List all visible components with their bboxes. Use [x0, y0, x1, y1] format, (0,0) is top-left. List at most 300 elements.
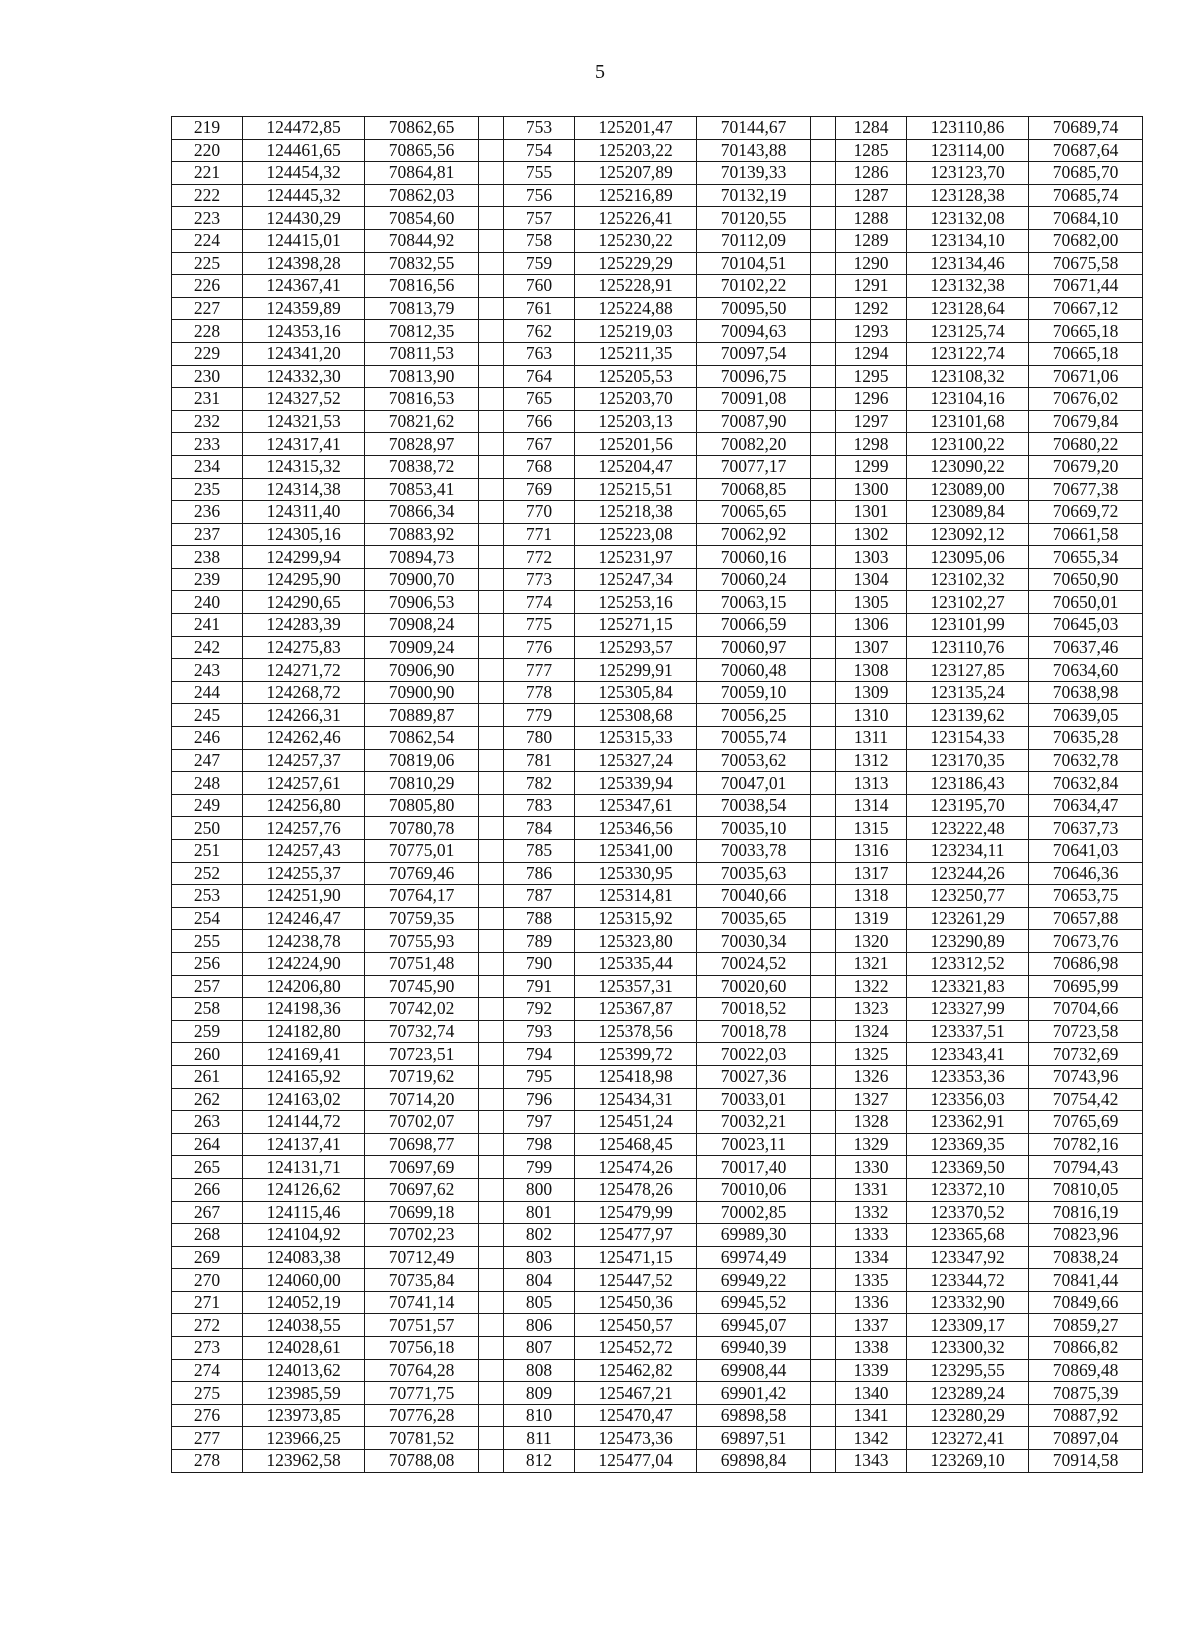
y-coordinate-cell: 70035,63: [697, 862, 811, 885]
column-group-separator: [811, 636, 836, 659]
x-coordinate-cell: 124013,62: [243, 1359, 365, 1382]
point-number-cell: 1323: [836, 998, 907, 1021]
y-coordinate-cell: 70017,40: [697, 1156, 811, 1179]
column-group-separator: [479, 546, 504, 569]
x-coordinate-cell: 125468,45: [575, 1133, 697, 1156]
x-coordinate-cell: 125253,16: [575, 591, 697, 614]
point-number-cell: 778: [504, 681, 575, 704]
point-number-cell: 1341: [836, 1404, 907, 1427]
column-group-separator: [811, 998, 836, 1021]
y-coordinate-cell: 70702,07: [365, 1111, 479, 1134]
x-coordinate-cell: 123104,16: [907, 388, 1029, 411]
table-row: [172, 1133, 1143, 1156]
x-coordinate-cell: 123108,32: [907, 365, 1029, 388]
table-row: [172, 1246, 1143, 1269]
column-group-separator: [479, 1427, 504, 1450]
y-coordinate-cell: 70788,08: [365, 1450, 479, 1473]
y-coordinate-cell: 70657,88: [1029, 907, 1143, 930]
column-group-separator: [811, 410, 836, 433]
x-coordinate-cell: 125203,70: [575, 388, 697, 411]
table-row: [172, 907, 1143, 930]
point-number-cell: 233: [172, 433, 243, 456]
point-number-cell: 1290: [836, 252, 907, 275]
y-coordinate-cell: 70139,33: [697, 162, 811, 185]
y-coordinate-cell: 70743,96: [1029, 1065, 1143, 1088]
y-coordinate-cell: 70695,99: [1029, 975, 1143, 998]
y-coordinate-cell: 70685,70: [1029, 162, 1143, 185]
x-coordinate-cell: 125229,29: [575, 252, 697, 275]
column-group-separator: [811, 1043, 836, 1066]
y-coordinate-cell: 70132,19: [697, 184, 811, 207]
y-coordinate-cell: 70865,56: [365, 139, 479, 162]
x-coordinate-cell: 123289,24: [907, 1382, 1029, 1405]
y-coordinate-cell: 69908,44: [697, 1359, 811, 1382]
point-number-cell: 221: [172, 162, 243, 185]
point-number-cell: 249: [172, 794, 243, 817]
table-row: [172, 591, 1143, 614]
y-coordinate-cell: 69898,84: [697, 1450, 811, 1473]
y-coordinate-cell: 70771,75: [365, 1382, 479, 1405]
y-coordinate-cell: 70821,62: [365, 410, 479, 433]
point-number-cell: 811: [504, 1427, 575, 1450]
column-group-separator: [479, 1382, 504, 1405]
x-coordinate-cell: 125293,57: [575, 636, 697, 659]
x-coordinate-cell: 123312,52: [907, 952, 1029, 975]
table-row: [172, 727, 1143, 750]
point-number-cell: 770: [504, 501, 575, 524]
y-coordinate-cell: 70702,23: [365, 1224, 479, 1247]
point-number-cell: 239: [172, 568, 243, 591]
x-coordinate-cell: 123090,22: [907, 455, 1029, 478]
x-coordinate-cell: 123135,24: [907, 681, 1029, 704]
x-coordinate-cell: 123089,84: [907, 501, 1029, 524]
x-coordinate-cell: 125203,13: [575, 410, 697, 433]
table-row: [172, 501, 1143, 524]
x-coordinate-cell: 123985,59: [243, 1382, 365, 1405]
column-group-separator: [479, 1224, 504, 1247]
x-coordinate-cell: 124182,80: [243, 1020, 365, 1043]
y-coordinate-cell: 70645,03: [1029, 614, 1143, 637]
x-coordinate-cell: 124299,94: [243, 546, 365, 569]
column-group-separator: [811, 1088, 836, 1111]
column-group-separator: [811, 162, 836, 185]
x-coordinate-cell: 124311,40: [243, 501, 365, 524]
point-number-cell: 1313: [836, 772, 907, 795]
point-number-cell: 1334: [836, 1246, 907, 1269]
x-coordinate-cell: 125228,91: [575, 275, 697, 298]
column-group-separator: [479, 1359, 504, 1382]
point-number-cell: 1333: [836, 1224, 907, 1247]
point-number-cell: 277: [172, 1427, 243, 1450]
point-number-cell: 812: [504, 1450, 575, 1473]
y-coordinate-cell: 70077,17: [697, 455, 811, 478]
point-number-cell: 761: [504, 297, 575, 320]
y-coordinate-cell: 70862,03: [365, 184, 479, 207]
x-coordinate-cell: 125201,47: [575, 117, 697, 140]
x-coordinate-cell: 125399,72: [575, 1043, 697, 1066]
y-coordinate-cell: 70816,53: [365, 388, 479, 411]
y-coordinate-cell: 70047,01: [697, 772, 811, 795]
point-number-cell: 1329: [836, 1133, 907, 1156]
x-coordinate-cell: 123100,22: [907, 433, 1029, 456]
y-coordinate-cell: 70060,97: [697, 636, 811, 659]
y-coordinate-cell: 70066,59: [697, 614, 811, 637]
y-coordinate-cell: 70096,75: [697, 365, 811, 388]
table-row: [172, 862, 1143, 885]
page-number: 5: [595, 61, 605, 83]
point-number-cell: 753: [504, 117, 575, 140]
point-number-cell: 261: [172, 1065, 243, 1088]
point-number-cell: 809: [504, 1382, 575, 1405]
column-group-separator: [479, 975, 504, 998]
point-number-cell: 793: [504, 1020, 575, 1043]
y-coordinate-cell: 70864,81: [365, 162, 479, 185]
x-coordinate-cell: 123101,99: [907, 614, 1029, 637]
x-coordinate-cell: 123102,32: [907, 568, 1029, 591]
y-coordinate-cell: 70068,85: [697, 478, 811, 501]
column-group-separator: [811, 704, 836, 727]
x-coordinate-cell: 123362,91: [907, 1111, 1029, 1134]
column-group-separator: [811, 546, 836, 569]
column-group-separator: [479, 478, 504, 501]
x-coordinate-cell: 123134,46: [907, 252, 1029, 275]
point-number-cell: 228: [172, 320, 243, 343]
column-group-separator: [811, 207, 836, 230]
x-coordinate-cell: 124257,61: [243, 772, 365, 795]
column-group-separator: [811, 433, 836, 456]
point-number-cell: 262: [172, 1088, 243, 1111]
point-number-cell: 237: [172, 523, 243, 546]
y-coordinate-cell: 70811,53: [365, 342, 479, 365]
column-group-separator: [479, 704, 504, 727]
x-coordinate-cell: 124163,02: [243, 1088, 365, 1111]
x-coordinate-cell: 123356,03: [907, 1088, 1029, 1111]
point-number-cell: 238: [172, 546, 243, 569]
x-coordinate-cell: 124083,38: [243, 1246, 365, 1269]
point-number-cell: 1297: [836, 410, 907, 433]
x-coordinate-cell: 123089,00: [907, 478, 1029, 501]
column-group-separator: [811, 1359, 836, 1382]
table-row: [172, 433, 1143, 456]
point-number-cell: 781: [504, 749, 575, 772]
x-coordinate-cell: 123125,74: [907, 320, 1029, 343]
y-coordinate-cell: 70751,57: [365, 1314, 479, 1337]
x-coordinate-cell: 124137,41: [243, 1133, 365, 1156]
column-group-separator: [811, 568, 836, 591]
column-group-separator: [811, 1269, 836, 1292]
y-coordinate-cell: 70887,92: [1029, 1404, 1143, 1427]
point-number-cell: 779: [504, 704, 575, 727]
point-number-cell: 1286: [836, 162, 907, 185]
y-coordinate-cell: 70060,16: [697, 546, 811, 569]
x-coordinate-cell: 125434,31: [575, 1088, 697, 1111]
y-coordinate-cell: 70812,35: [365, 320, 479, 343]
point-number-cell: 1287: [836, 184, 907, 207]
y-coordinate-cell: 70869,48: [1029, 1359, 1143, 1382]
y-coordinate-cell: 70810,29: [365, 772, 479, 795]
table-row: [172, 840, 1143, 863]
x-coordinate-cell: 123962,58: [243, 1450, 365, 1473]
column-group-separator: [479, 659, 504, 682]
x-coordinate-cell: 124131,71: [243, 1156, 365, 1179]
x-coordinate-cell: 125305,84: [575, 681, 697, 704]
table-row: [172, 1178, 1143, 1201]
table-row: [172, 1382, 1143, 1405]
x-coordinate-cell: 124262,46: [243, 727, 365, 750]
column-group-separator: [479, 817, 504, 840]
point-number-cell: 267: [172, 1201, 243, 1224]
column-group-separator: [479, 252, 504, 275]
column-group-separator: [811, 840, 836, 863]
table-row: [172, 1043, 1143, 1066]
y-coordinate-cell: 70769,46: [365, 862, 479, 885]
y-coordinate-cell: 70632,78: [1029, 749, 1143, 772]
point-number-cell: 269: [172, 1246, 243, 1269]
x-coordinate-cell: 123327,99: [907, 998, 1029, 1021]
x-coordinate-cell: 125339,94: [575, 772, 697, 795]
x-coordinate-cell: 123122,74: [907, 342, 1029, 365]
x-coordinate-cell: 124295,90: [243, 568, 365, 591]
y-coordinate-cell: 70679,84: [1029, 410, 1143, 433]
point-number-cell: 799: [504, 1156, 575, 1179]
column-group-separator: [479, 568, 504, 591]
column-group-separator: [811, 1450, 836, 1473]
y-coordinate-cell: 70697,62: [365, 1178, 479, 1201]
y-coordinate-cell: 70816,56: [365, 275, 479, 298]
x-coordinate-cell: 124257,76: [243, 817, 365, 840]
column-group-separator: [479, 410, 504, 433]
point-number-cell: 1331: [836, 1178, 907, 1201]
y-coordinate-cell: 70055,74: [697, 727, 811, 750]
y-coordinate-cell: 70675,58: [1029, 252, 1143, 275]
point-number-cell: 271: [172, 1291, 243, 1314]
x-coordinate-cell: 124256,80: [243, 794, 365, 817]
point-number-cell: 1326: [836, 1065, 907, 1088]
table-row: [172, 1404, 1143, 1427]
column-group-separator: [811, 727, 836, 750]
point-number-cell: 254: [172, 907, 243, 930]
y-coordinate-cell: 70742,02: [365, 998, 479, 1021]
point-number-cell: 1314: [836, 794, 907, 817]
y-coordinate-cell: 70751,48: [365, 952, 479, 975]
column-group-separator: [811, 1314, 836, 1337]
point-number-cell: 1308: [836, 659, 907, 682]
y-coordinate-cell: 69901,42: [697, 1382, 811, 1405]
x-coordinate-cell: 125216,89: [575, 184, 697, 207]
y-coordinate-cell: 70894,73: [365, 546, 479, 569]
y-coordinate-cell: 70671,06: [1029, 365, 1143, 388]
table-row: [172, 1201, 1143, 1224]
table-row: [172, 410, 1143, 433]
y-coordinate-cell: 70816,19: [1029, 1201, 1143, 1224]
y-coordinate-cell: 70637,46: [1029, 636, 1143, 659]
y-coordinate-cell: 70732,74: [365, 1020, 479, 1043]
point-number-cell: 755: [504, 162, 575, 185]
y-coordinate-cell: 70745,90: [365, 975, 479, 998]
x-coordinate-cell: 124283,39: [243, 614, 365, 637]
x-coordinate-cell: 123332,90: [907, 1291, 1029, 1314]
point-number-cell: 810: [504, 1404, 575, 1427]
y-coordinate-cell: 70646,36: [1029, 862, 1143, 885]
column-group-separator: [479, 388, 504, 411]
point-number-cell: 805: [504, 1291, 575, 1314]
x-coordinate-cell: 125205,53: [575, 365, 697, 388]
x-coordinate-cell: 125218,38: [575, 501, 697, 524]
x-coordinate-cell: 124169,41: [243, 1043, 365, 1066]
y-coordinate-cell: 70684,10: [1029, 207, 1143, 230]
column-group-separator: [479, 952, 504, 975]
x-coordinate-cell: 124315,32: [243, 455, 365, 478]
table-row: [172, 1359, 1143, 1382]
y-coordinate-cell: 70775,01: [365, 840, 479, 863]
x-coordinate-cell: 125357,31: [575, 975, 697, 998]
y-coordinate-cell: 70838,24: [1029, 1246, 1143, 1269]
column-group-separator: [479, 727, 504, 750]
point-number-cell: 1300: [836, 478, 907, 501]
y-coordinate-cell: 70900,70: [365, 568, 479, 591]
x-coordinate-cell: 123309,17: [907, 1314, 1029, 1337]
x-coordinate-cell: 124251,90: [243, 885, 365, 908]
x-coordinate-cell: 124367,41: [243, 275, 365, 298]
y-coordinate-cell: 70040,66: [697, 885, 811, 908]
table-row: [172, 952, 1143, 975]
y-coordinate-cell: 70669,72: [1029, 501, 1143, 524]
column-group-separator: [479, 1404, 504, 1427]
y-coordinate-cell: 70754,42: [1029, 1088, 1143, 1111]
y-coordinate-cell: 70819,06: [365, 749, 479, 772]
point-number-cell: 224: [172, 229, 243, 252]
point-number-cell: 245: [172, 704, 243, 727]
column-group-separator: [811, 229, 836, 252]
x-coordinate-cell: 124332,30: [243, 365, 365, 388]
column-group-separator: [811, 139, 836, 162]
point-number-cell: 782: [504, 772, 575, 795]
x-coordinate-cell: 124268,72: [243, 681, 365, 704]
point-number-cell: 255: [172, 930, 243, 953]
column-group-separator: [479, 162, 504, 185]
y-coordinate-cell: 69945,52: [697, 1291, 811, 1314]
point-number-cell: 223: [172, 207, 243, 230]
x-coordinate-cell: 123295,55: [907, 1359, 1029, 1382]
x-coordinate-cell: 124341,20: [243, 342, 365, 365]
y-coordinate-cell: 70838,72: [365, 455, 479, 478]
x-coordinate-cell: 124224,90: [243, 952, 365, 975]
column-group-separator: [479, 320, 504, 343]
x-coordinate-cell: 124126,62: [243, 1178, 365, 1201]
column-group-separator: [479, 1156, 504, 1179]
table-row: [172, 1427, 1143, 1450]
y-coordinate-cell: 69898,58: [697, 1404, 811, 1427]
table-row: [172, 365, 1143, 388]
y-coordinate-cell: 70095,50: [697, 297, 811, 320]
table-row: [172, 817, 1143, 840]
point-number-cell: 225: [172, 252, 243, 275]
x-coordinate-cell: 123095,06: [907, 546, 1029, 569]
y-coordinate-cell: 69940,39: [697, 1337, 811, 1360]
table-row: [172, 659, 1143, 682]
table-row: [172, 772, 1143, 795]
x-coordinate-cell: 125314,81: [575, 885, 697, 908]
column-group-separator: [811, 749, 836, 772]
y-coordinate-cell: 70764,17: [365, 885, 479, 908]
column-group-separator: [479, 501, 504, 524]
y-coordinate-cell: 70023,11: [697, 1133, 811, 1156]
y-coordinate-cell: 70680,22: [1029, 433, 1143, 456]
point-number-cell: 1303: [836, 546, 907, 569]
y-coordinate-cell: 70634,60: [1029, 659, 1143, 682]
x-coordinate-cell: 124144,72: [243, 1111, 365, 1134]
x-coordinate-cell: 125230,22: [575, 229, 697, 252]
point-number-cell: 246: [172, 727, 243, 750]
column-group-separator: [479, 840, 504, 863]
point-number-cell: 260: [172, 1043, 243, 1066]
table-row: [172, 229, 1143, 252]
y-coordinate-cell: 70794,43: [1029, 1156, 1143, 1179]
y-coordinate-cell: 70030,34: [697, 930, 811, 953]
y-coordinate-cell: 69949,22: [697, 1269, 811, 1292]
y-coordinate-cell: 70780,78: [365, 817, 479, 840]
x-coordinate-cell: 123110,86: [907, 117, 1029, 140]
y-coordinate-cell: 70002,85: [697, 1201, 811, 1224]
y-coordinate-cell: 70673,76: [1029, 930, 1143, 953]
column-group-separator: [811, 388, 836, 411]
x-coordinate-cell: 123132,08: [907, 207, 1029, 230]
y-coordinate-cell: 70639,05: [1029, 704, 1143, 727]
y-coordinate-cell: 69945,07: [697, 1314, 811, 1337]
y-coordinate-cell: 70756,18: [365, 1337, 479, 1360]
point-number-cell: 808: [504, 1359, 575, 1382]
point-number-cell: 768: [504, 455, 575, 478]
x-coordinate-cell: 124028,61: [243, 1337, 365, 1360]
table-row: [172, 998, 1143, 1021]
y-coordinate-cell: 70897,04: [1029, 1427, 1143, 1450]
point-number-cell: 790: [504, 952, 575, 975]
x-coordinate-cell: 123372,10: [907, 1178, 1029, 1201]
x-coordinate-cell: 125478,26: [575, 1178, 697, 1201]
y-coordinate-cell: 70665,18: [1029, 342, 1143, 365]
x-coordinate-cell: 125341,00: [575, 840, 697, 863]
coordinates-table-body: [172, 117, 1143, 1473]
point-number-cell: 1310: [836, 704, 907, 727]
y-coordinate-cell: 70909,24: [365, 636, 479, 659]
point-number-cell: 1284: [836, 117, 907, 140]
column-group-separator: [811, 614, 836, 637]
column-group-separator: [811, 501, 836, 524]
column-group-separator: [479, 1088, 504, 1111]
y-coordinate-cell: 70875,39: [1029, 1382, 1143, 1405]
y-coordinate-cell: 70082,20: [697, 433, 811, 456]
column-group-separator: [479, 1020, 504, 1043]
point-number-cell: 806: [504, 1314, 575, 1337]
point-number-cell: 236: [172, 501, 243, 524]
point-number-cell: 270: [172, 1269, 243, 1292]
y-coordinate-cell: 70102,22: [697, 275, 811, 298]
point-number-cell: 265: [172, 1156, 243, 1179]
column-group-separator: [479, 433, 504, 456]
y-coordinate-cell: 70655,34: [1029, 546, 1143, 569]
point-number-cell: 1289: [836, 229, 907, 252]
point-number-cell: 256: [172, 952, 243, 975]
x-coordinate-cell: 125346,56: [575, 817, 697, 840]
table-row: [172, 1020, 1143, 1043]
point-number-cell: 762: [504, 320, 575, 343]
x-coordinate-cell: 125450,57: [575, 1314, 697, 1337]
point-number-cell: 242: [172, 636, 243, 659]
point-number-cell: 222: [172, 184, 243, 207]
x-coordinate-cell: 123101,68: [907, 410, 1029, 433]
column-group-separator: [811, 772, 836, 795]
point-number-cell: 1318: [836, 885, 907, 908]
